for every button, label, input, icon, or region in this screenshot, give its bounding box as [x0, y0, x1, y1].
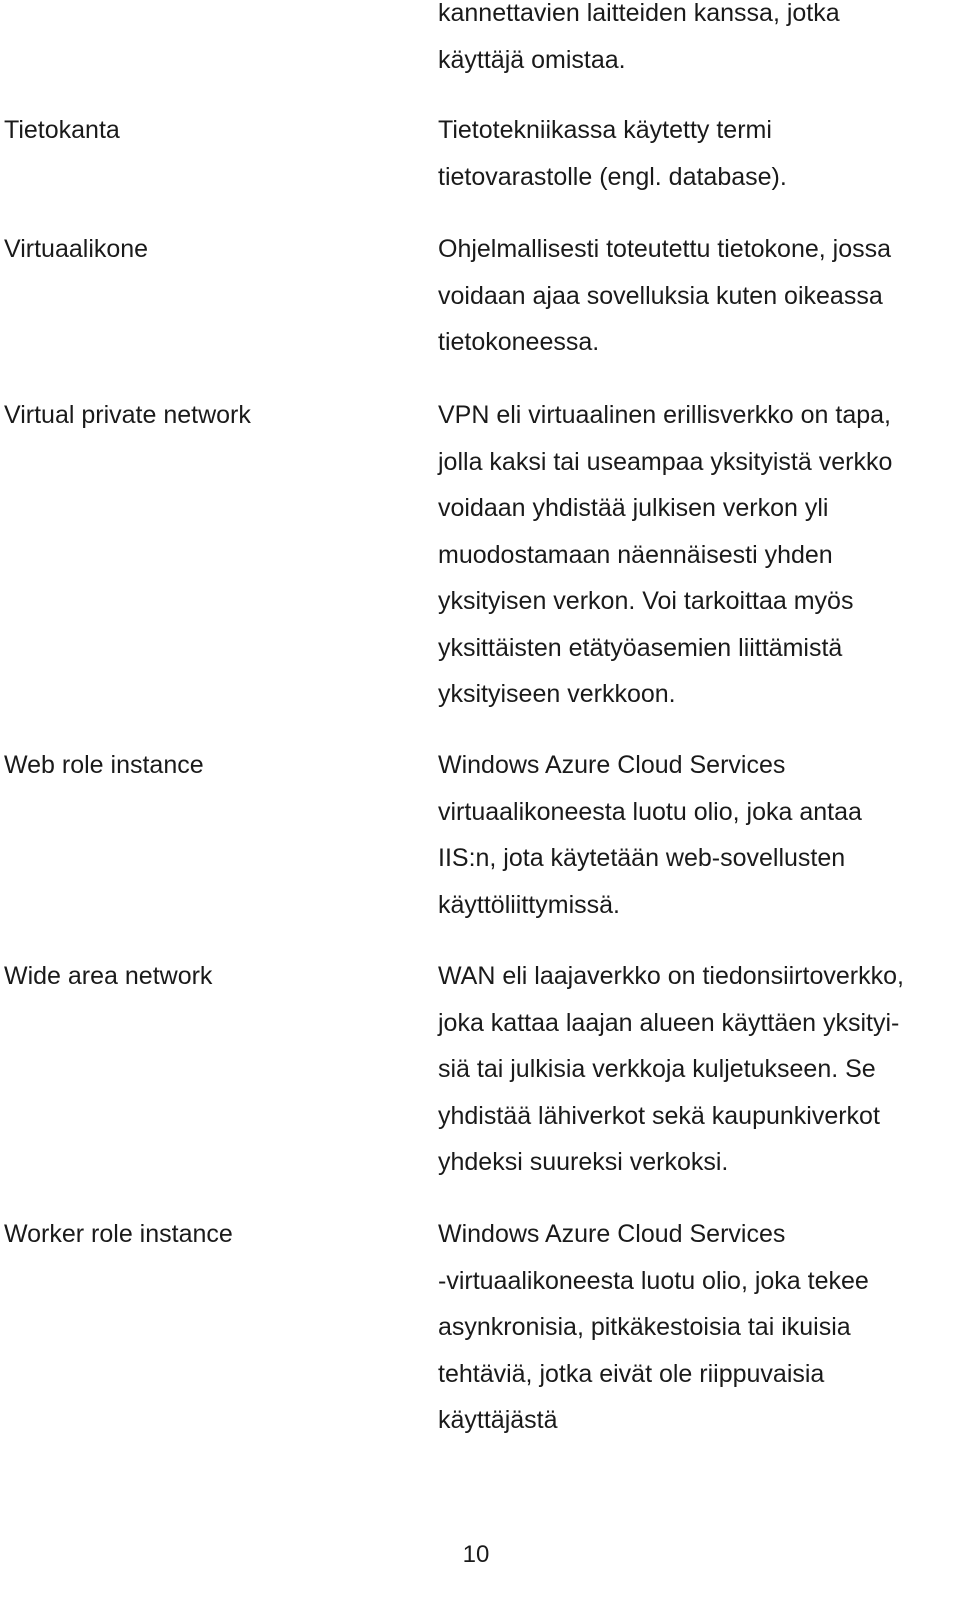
- definition-line: -virtuaalikoneesta luotu olio, joka tekee: [438, 1266, 869, 1295]
- definition-line: VPN eli virtuaalinen erillisverkko on tapa,: [438, 401, 891, 429]
- glossary-continuation: [438, 0, 840, 83]
- definition-line: IIS:n, jota käytetään web-sovellusten: [438, 844, 846, 872]
- glossary-term-tietokanta: Tietokanta: [4, 116, 120, 144]
- definition-line: voidaan yhdistää julkisen verkon yli: [438, 494, 829, 522]
- glossary-definition-tietokanta: [438, 107, 787, 200]
- definition-line: Windows Azure Cloud Services: [438, 1220, 786, 1248]
- definition-line: asynkronisia, pitkäkestoisia tai ikuisia: [438, 1313, 851, 1341]
- definition-line: käyttöliittymissä.: [438, 890, 620, 919]
- definition-line: kannettavien laitteiden kanssa, jotka: [438, 0, 840, 27]
- definition-line: tehtäviä, jotka eivät ole riippuvaisia: [438, 1359, 825, 1388]
- definition-line: siä tai julkisia verkkoja kuljetukseen. Se: [438, 1055, 876, 1083]
- glossary-definition-web-role-instance: [438, 742, 862, 928]
- glossary-term-worker-role-instance: Worker role instance: [4, 1220, 233, 1248]
- definition-line: yhdeksi suureksi verkoksi.: [438, 1148, 729, 1176]
- definition-line: WAN eli laajaverkko on tiedonsiirtoverkko,: [438, 962, 904, 990]
- glossary-term-web-role-instance: Web role instance: [4, 751, 204, 779]
- glossary-definition-worker-role-instance: [438, 1211, 869, 1444]
- definition-line: käyttäjä omistaa.: [438, 45, 626, 74]
- definition-line: yhdistää lähiverkot sekä kaupunkiverkot: [438, 1101, 880, 1130]
- glossary-definition-virtuaalikone: [438, 226, 891, 366]
- glossary-term-virtual-private-network: Virtual private network: [4, 401, 251, 429]
- definition-line: tietokoneessa.: [438, 328, 600, 356]
- definition-line: muodostamaan näennäisesti yhden: [438, 540, 833, 569]
- definition-line: Ohjelmallisesti toteutettu tietokone, jossa: [438, 235, 892, 263]
- definition-line: voidaan ajaa sovelluksia kuten oikeassa: [438, 281, 883, 310]
- definition-line: yksityiseen verkkoon.: [438, 680, 676, 708]
- definition-line: Tietotekniikassa käytetty termi: [438, 116, 772, 144]
- definition-line: virtuaalikoneesta luotu olio, joka antaa: [438, 797, 862, 826]
- page-number: 10: [462, 1541, 490, 1568]
- glossary-definition-wide-area-network: [438, 953, 904, 1186]
- definition-line: yksittäisten etätyöasemien liittämistä: [438, 633, 843, 662]
- definition-line: jolla kaksi tai useampaa yksityistä verkko: [438, 447, 893, 476]
- glossary-term-wide-area-network: Wide area network: [4, 962, 213, 990]
- definition-line: käyttäjästä: [438, 1406, 558, 1434]
- definition-line: tietovarastolle (engl. database).: [438, 162, 787, 191]
- definition-line: joka kattaa laajan alueen käyttäen yksityi-: [438, 1008, 900, 1037]
- definition-line: Windows Azure Cloud Services: [438, 751, 786, 779]
- glossary-definition-virtual-private-network: [438, 392, 892, 718]
- definition-line: yksityisen verkon. Voi tarkoittaa myös: [438, 587, 854, 615]
- glossary-term-virtuaalikone: Virtuaalikone: [4, 235, 149, 263]
